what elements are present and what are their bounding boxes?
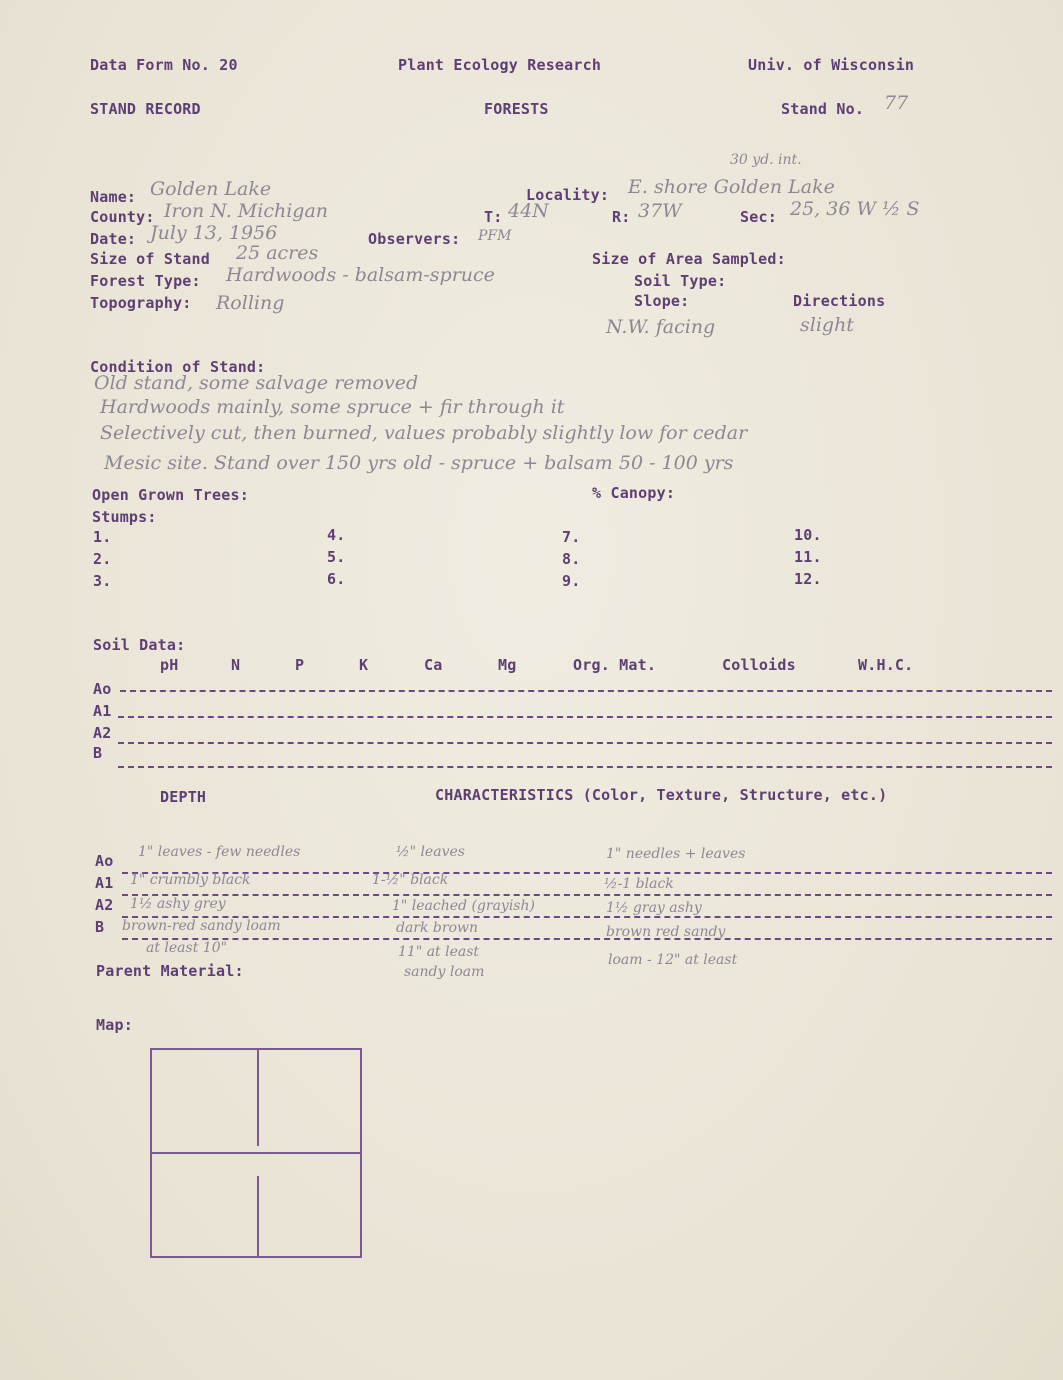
parent-material-label: Parent Material:	[96, 962, 244, 980]
characteristics-line	[122, 872, 1052, 874]
horizon-note: 1½ gray ashy	[606, 900, 702, 916]
soil-type-label: Soil Type:	[634, 272, 727, 290]
characteristics-label: CHARACTERISTICS (Color, Texture, Structure, etc.)	[435, 786, 888, 804]
condition-line: Hardwoods mainly, some spruce + fir through it	[100, 396, 565, 418]
characteristics-line	[122, 938, 1052, 940]
directions-value: slight	[800, 314, 854, 336]
horizon-note: brown red sandy	[606, 924, 726, 940]
stand-number-label: Stand No.	[781, 100, 865, 118]
stump-number: 8.	[562, 550, 581, 568]
name-label: Name:	[90, 188, 137, 206]
stand-size-value: 25 acres	[236, 242, 319, 264]
canopy-label: % Canopy:	[592, 484, 676, 502]
stumps-label: Stumps:	[92, 508, 157, 526]
soil-row-line	[118, 742, 1052, 744]
soil-col-header: Org. Mat.	[573, 656, 657, 674]
township-label: T:	[484, 208, 503, 226]
open-grown-label: Open Grown Trees:	[92, 486, 249, 504]
county-value: Iron N. Michigan	[164, 200, 329, 222]
stump-number: 3.	[93, 572, 112, 590]
stand-size-label: Size of Stand	[90, 250, 210, 268]
slope-label: Slope:	[634, 292, 690, 310]
name-value: Golden Lake	[150, 178, 272, 200]
record-type: FORESTS	[484, 100, 549, 118]
directions-label: Directions	[793, 292, 886, 310]
topography-value: Rolling	[216, 292, 285, 314]
soil-col-header: K	[359, 656, 369, 674]
horizon-note: 1" leached (grayish)	[392, 898, 535, 914]
slope-value: N.W. facing	[606, 316, 716, 338]
horizon-note: sandy loam	[404, 964, 485, 980]
horizon-note: 1" leaves - few needles	[138, 844, 301, 860]
stump-number: 5.	[327, 548, 346, 566]
horizon-note: dark brown	[396, 920, 479, 936]
soil-row-line	[120, 690, 1052, 692]
soil-row-label: A2	[93, 724, 112, 742]
characteristics-line	[122, 894, 1052, 896]
stump-number: 7.	[562, 528, 581, 546]
horizon-note: ½-1 black	[604, 876, 674, 892]
horizon-note: 1-½" black	[372, 872, 449, 888]
range-label: R:	[612, 208, 631, 226]
map-line	[257, 1050, 259, 1146]
university: Univ. of Wisconsin	[748, 56, 915, 74]
township-value: 44N	[508, 200, 549, 222]
horizon-note: ½" leaves	[396, 844, 465, 860]
record-title: STAND RECORD	[90, 100, 201, 118]
section-label: Sec:	[740, 208, 777, 226]
stump-number: 12.	[794, 570, 822, 588]
stump-number: 11.	[794, 548, 822, 566]
section-value: 25, 36 W ½ S	[790, 198, 920, 220]
organization: Plant Ecology Research	[398, 56, 602, 74]
horizon-note: 1" needles + leaves	[606, 846, 746, 862]
horizon-label: Ao	[95, 852, 114, 870]
topography-label: Topography:	[90, 294, 192, 312]
stump-number: 6.	[327, 570, 346, 588]
soil-row-line	[118, 766, 1052, 768]
horizon-note: 1½ ashy grey	[130, 896, 226, 912]
form-number: Data Form No. 20	[90, 56, 238, 74]
horizon-label: A1	[95, 874, 114, 892]
soil-col-header: Colloids	[722, 656, 796, 674]
area-sampled-label: Size of Area Sampled:	[592, 250, 786, 268]
horizon-label: A2	[95, 896, 114, 914]
soil-col-header: Ca	[424, 656, 443, 674]
horizon-note: 11" at least	[398, 944, 480, 960]
soil-col-header: Mg	[498, 656, 517, 674]
horizon-note: loam - 12" at least	[608, 952, 738, 968]
condition-line: Old stand, some salvage removed	[94, 372, 419, 394]
soil-col-header: N	[231, 656, 241, 674]
soil-row-label: A1	[93, 702, 112, 720]
forest-type-value: Hardwoods - balsam-spruce	[226, 264, 495, 286]
horizon-note: at least 10"	[146, 940, 228, 956]
stump-number: 9.	[562, 572, 581, 590]
stump-number: 10.	[794, 526, 822, 544]
locality-label: Locality:	[526, 186, 610, 204]
horizon-note: brown-red sandy loam	[122, 918, 281, 934]
date-value: July 13, 1956	[150, 222, 278, 244]
map-line	[152, 1152, 360, 1154]
stump-number: 4.	[327, 526, 346, 544]
horizon-note: 1" crumbly black	[130, 872, 251, 888]
soil-row-label: B	[93, 744, 103, 762]
stand-number-value: 77	[884, 92, 909, 114]
locality-note: 30 yd. int.	[730, 152, 802, 168]
soil-data-label: Soil Data:	[93, 636, 186, 654]
observers-label: Observers:	[368, 230, 461, 248]
county-label: County:	[90, 208, 155, 226]
forest-type-label: Forest Type:	[90, 272, 201, 290]
map-line	[257, 1176, 259, 1256]
locality-value: E. shore Golden Lake	[628, 176, 835, 198]
soil-col-header: W.H.C.	[858, 656, 914, 674]
date-label: Date:	[90, 230, 137, 248]
observers-value: PFM	[478, 228, 512, 244]
stump-number: 2.	[93, 550, 112, 568]
soil-row-label: Ao	[93, 680, 112, 698]
horizon-label: B	[95, 918, 105, 936]
condition-line: Mesic site. Stand over 150 yrs old - spruce + balsam 50 - 100 yrs	[104, 452, 734, 474]
condition-line: Selectively cut, then burned, values probably slightly low for cedar	[100, 422, 748, 444]
soil-col-header: pH	[160, 656, 179, 674]
depth-label: DEPTH	[160, 788, 207, 806]
soil-row-line	[118, 716, 1052, 718]
range-value: 37W	[638, 200, 682, 222]
stump-number: 1.	[93, 528, 112, 546]
condition-label: Condition of Stand:	[90, 358, 266, 376]
map-label: Map:	[96, 1016, 133, 1034]
soil-col-header: P	[295, 656, 305, 674]
